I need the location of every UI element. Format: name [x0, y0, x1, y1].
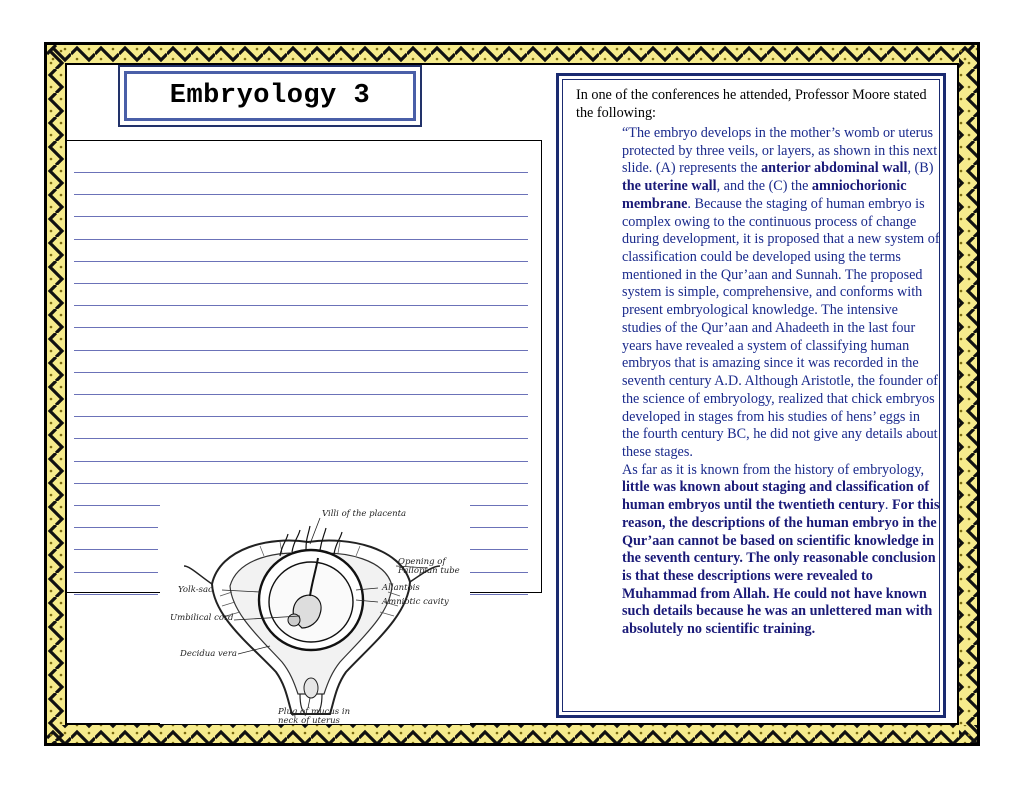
quote-text-1: “The embryo develops in the mother’s womb or uterus protected by three veils, or layers, as shown in this next slide. (A) represents the: [622, 125, 938, 177]
emphasis-conclusion: For this reason, the descriptions of the human embryo in the Qur’aan cannot be based on scientific knowledge in the seventh century. The only reasonable conclusion is that these descriptions were revealed to Muhammad from Allah. He could not have known such details because he was an unlettered man with absolutely no scientific training.: [622, 497, 940, 638]
writing-line: [74, 549, 158, 550]
label-yolk-sac: Yolk-sac: [178, 585, 213, 595]
label-decidua-vera: Decidua vera: [180, 649, 237, 659]
label-allantois: Allantois: [382, 583, 420, 593]
writing-line: [74, 572, 158, 573]
writing-line: [470, 527, 528, 528]
writing-line: [74, 461, 528, 462]
writing-line: [74, 350, 528, 351]
label-mucus-plug: Plug of mucus in neck of uterus: [278, 707, 351, 726]
quote-text-3: , and the (C) the: [716, 178, 812, 195]
writing-line: [74, 283, 528, 284]
writing-line: [74, 261, 528, 262]
writing-line: [74, 394, 528, 395]
writing-line: [470, 594, 528, 595]
writing-line: [74, 327, 528, 328]
writing-line: [74, 438, 528, 439]
writing-line: [74, 483, 528, 484]
quote-text-2: , (B): [907, 160, 934, 177]
writing-line: [74, 194, 528, 195]
label-umbilical-cord: Umbilical cord: [170, 613, 234, 623]
uterus-diagram: [160, 496, 470, 724]
emphasis-membrane: amniochorionic membrane: [622, 178, 907, 212]
writing-line: [74, 216, 528, 217]
writing-line: [74, 416, 528, 417]
writing-line: [74, 594, 158, 595]
writing-line: [74, 372, 528, 373]
quote-text-4: . Because the staging of human embryo is complex owing to the continuous process of change during development, it is proposed that a new system of classification could be developed using the terms mentioned in the Qur’aan and Sunnah. The proposed system is simple, comprehensive, and conforms with present embryological knowledge. The intensive studies of the Qur’aan and Ahadeeth in the last four years have revealed a system of classifying human embryos that is amazing since it was recorded in the seventh century A.D. Although Aristotle, the founder of the science of embryology, realized that chick embryos developed in stages from his studies of hens’ eggs in the fourth century BC, he did not give any details about these stages.: [622, 195, 940, 460]
text-panel: [556, 73, 946, 718]
emphasis-abdominal-wall: anterior abdominal wall: [761, 160, 908, 177]
writing-line: [470, 549, 528, 550]
label-amniotic-cavity: Amniotic cavity: [382, 597, 449, 607]
quote-text-5: As far as it is known from the history of embryology,: [622, 461, 925, 478]
quote-text-6: .: [884, 497, 892, 514]
writing-line: [74, 172, 528, 173]
emphasis-uterine-wall: the uterine wall: [622, 178, 717, 195]
writing-line: [470, 572, 528, 573]
writing-line: [74, 239, 528, 240]
title-box: [118, 65, 422, 127]
label-villi: Villi of the placenta: [322, 509, 407, 519]
label-fallopian-tube: Opening of Fallopian tube: [398, 557, 460, 576]
writing-line: [74, 527, 158, 528]
emphasis-staging: little was known about staging and classification of human embryos until the twentieth century: [622, 479, 930, 514]
writing-line: [74, 305, 528, 306]
embryo-illustration: [160, 496, 470, 724]
quote-paragraph: [622, 125, 940, 639]
page-title: Embryology 3: [169, 81, 371, 111]
intro-paragraph: In one of the conferences he attended, Professor Moore stated the following:: [576, 87, 927, 121]
